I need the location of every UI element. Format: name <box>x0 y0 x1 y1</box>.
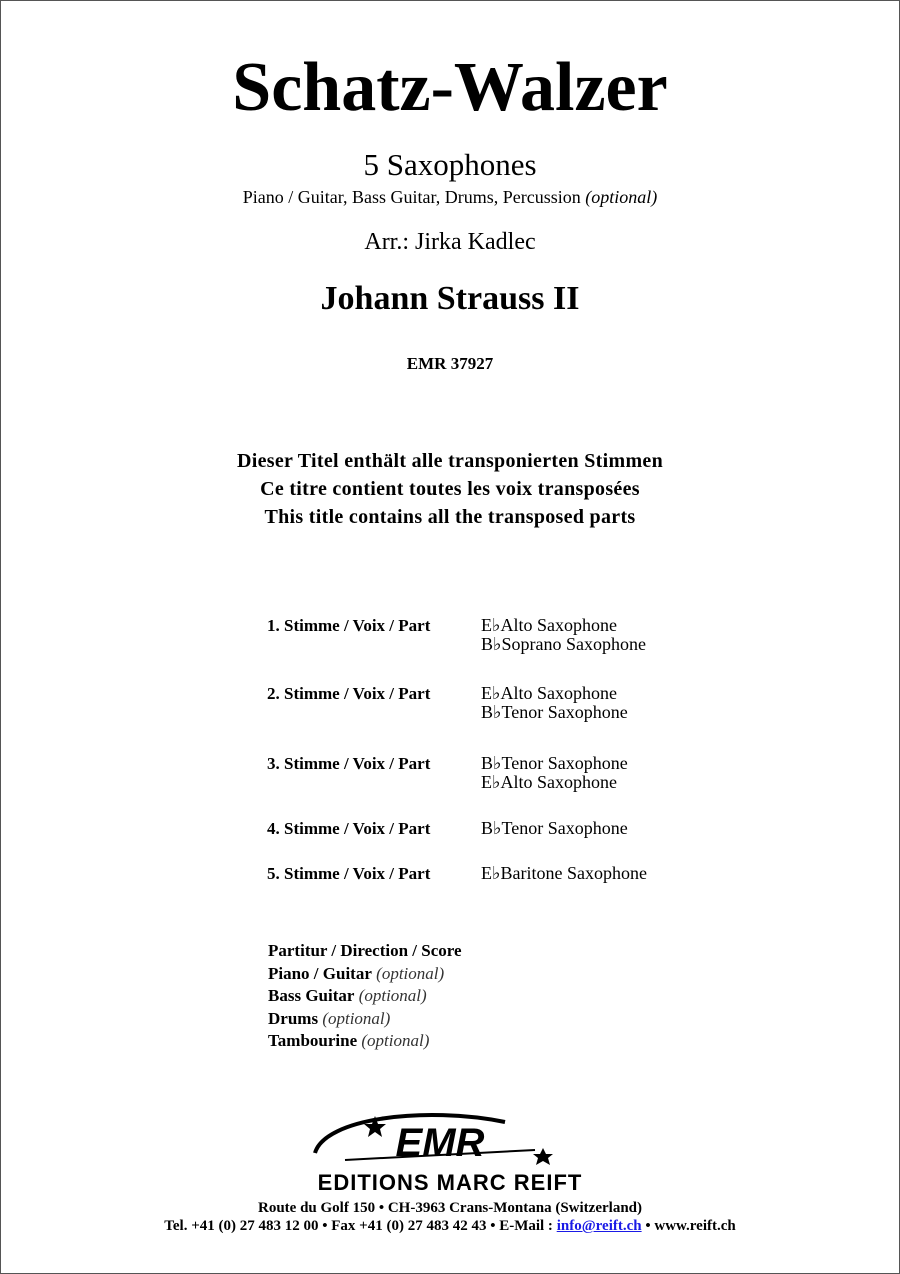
publisher-contact <box>0 1218 900 1235</box>
instrument-line: B♭Soprano Saxophone <box>481 634 646 654</box>
part-instruments <box>481 864 647 883</box>
part-instruments <box>481 684 628 722</box>
part-label: 2. Stimme / Voix / Part <box>267 684 431 703</box>
emr-logo <box>305 1108 565 1168</box>
part-instruments <box>481 819 628 838</box>
notice-german: Dieser Titel enthält alle transponierten Stimmen <box>236 450 664 472</box>
extras-list <box>268 940 462 1053</box>
part-label: 4. Stimme / Voix / Part <box>267 819 431 838</box>
page-title: Schatz-Walzer <box>232 49 668 126</box>
catalog-number: EMR 37927 <box>406 354 494 373</box>
extra-item: Drums (optional) <box>268 1008 391 1028</box>
part-instruments <box>481 754 628 792</box>
notice-english: This title contains all the transposed parts <box>264 506 636 528</box>
part-label: 5. Stimme / Voix / Part <box>267 864 431 883</box>
extra-item: Partitur / Direction / Score <box>268 941 462 960</box>
instrument-line: B♭Tenor Saxophone <box>481 702 628 722</box>
extra-item: Piano / Guitar (optional) <box>268 963 445 983</box>
part-instruments <box>481 616 646 654</box>
instrument-line: E♭Alto Saxophone <box>481 683 617 703</box>
composer: Johann Strauss II <box>320 280 580 317</box>
instrumentation-text: Piano / Guitar, Bass Guitar, Drums, Percussion <box>242 187 581 207</box>
instrumentation-optional: (optional) <box>585 187 658 207</box>
contact-suffix: • www.reift.ch <box>641 1218 736 1234</box>
part-label: 1. Stimme / Voix / Part <box>267 616 431 635</box>
subtitle: 5 Saxophones <box>363 147 537 182</box>
arranger: Arr.: Jirka Kadlec <box>364 229 536 255</box>
notice-french: Ce titre contient toutes les voix transposées <box>260 478 640 500</box>
instrument-line: B♭Tenor Saxophone <box>481 753 628 773</box>
instrument-line: E♭Baritone Saxophone <box>481 863 647 883</box>
publisher-address: Route du Golf 150 • CH-3963 Crans-Montana (Switzerland) <box>258 1200 642 1216</box>
contact-prefix: Tel. +41 (0) 27 483 12 00 • Fax +41 (0) 27 483 42 43 • E-Mail : <box>164 1218 557 1234</box>
extra-item: Bass Guitar (optional) <box>268 986 427 1005</box>
publisher-name: EDITIONS MARC REIFT <box>317 1170 583 1195</box>
instrument-line: E♭Alto Saxophone <box>481 615 617 635</box>
logo-text: EMR <box>395 1121 485 1165</box>
part-label: 3. Stimme / Voix / Part <box>267 754 431 773</box>
extra-item: Tambourine (optional) <box>268 1031 430 1050</box>
instrument-line: B♭Tenor Saxophone <box>481 818 628 838</box>
instrumentation <box>0 187 900 208</box>
instrument-line: E♭Alto Saxophone <box>481 772 617 792</box>
email-link[interactable]: info@reift.ch <box>556 1218 642 1234</box>
